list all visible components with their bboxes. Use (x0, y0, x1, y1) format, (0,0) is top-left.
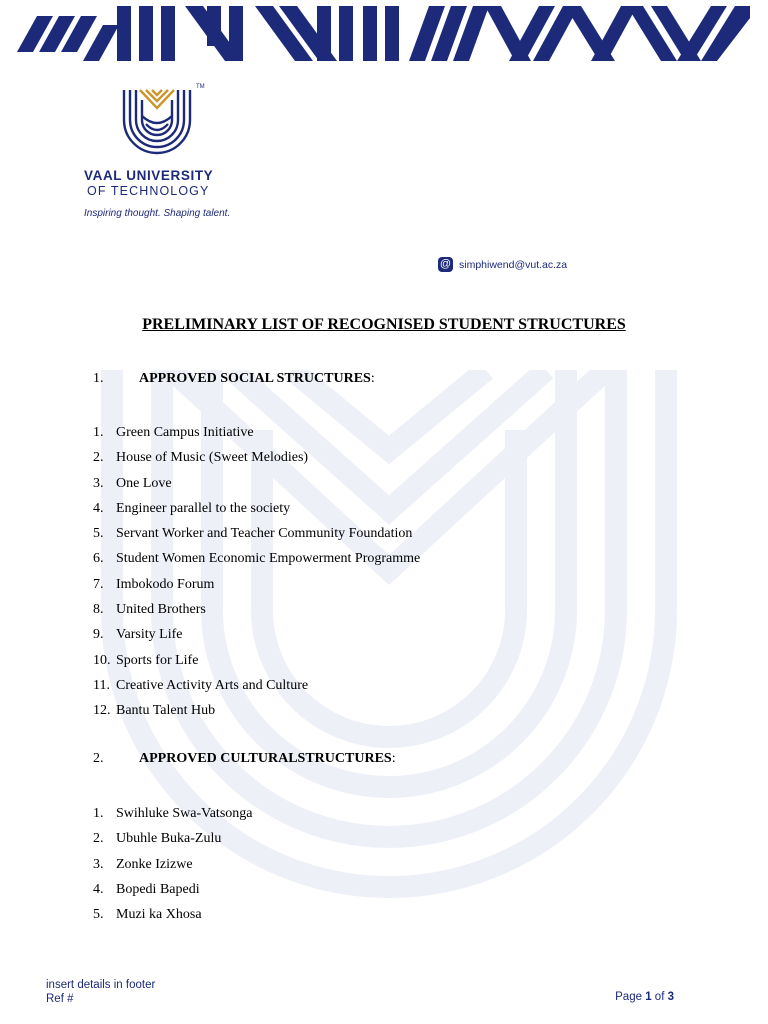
list-item (93, 806, 253, 831)
list-item (93, 831, 253, 856)
university-logo (84, 84, 254, 229)
list-item (93, 551, 420, 576)
list-item (93, 602, 420, 627)
list-item-number: 4. (93, 881, 104, 897)
list-item-text: Ubuhle Buka-Zulu (116, 831, 222, 847)
list-item-number: 12. (93, 703, 111, 719)
list-item (93, 703, 420, 728)
at-icon: @ (439, 258, 452, 270)
list-item (93, 882, 253, 907)
list-item-text: Servant Worker and Teacher Community Foundation (116, 526, 413, 542)
university-name: VAAL UNIVERSITY (84, 168, 214, 183)
list-item-number: 8. (93, 602, 104, 618)
list-item (93, 653, 420, 678)
section-title: APPROVED CULTURALSTRUCTURES (139, 751, 392, 766)
document-title: PRELIMINARY LIST OF RECOGNISED STUDENT STRUCTURES (142, 316, 626, 333)
list-item-text: Swihluke Swa-Vatsonga (116, 806, 253, 821)
vut-shield-icon (120, 86, 194, 158)
footer-ref: Ref # (46, 993, 74, 1005)
list-item-text: Imbokodo Forum (116, 576, 215, 592)
list-item-text: United Brothers (116, 602, 206, 618)
list-item (93, 526, 420, 551)
list-item-number: 1. (93, 425, 104, 440)
list-item-text: Muzi ka Xhosa (116, 907, 202, 923)
list-item-number: 5. (93, 907, 104, 923)
list-item-number: 9. (93, 627, 104, 643)
list-item-text: Bantu Talent Hub (116, 703, 216, 719)
trademark-mark: TM (196, 84, 205, 90)
list-item-text: Green Campus Initiative (116, 425, 254, 440)
list-item-text: Zonke Izizwe (116, 856, 193, 872)
list-item (93, 678, 420, 703)
section-number: 2. (93, 751, 104, 766)
list-item-text: One Love (116, 475, 172, 491)
list-item (93, 425, 420, 450)
section-suffix: : (370, 371, 375, 386)
contact-email (438, 257, 567, 272)
list-item (93, 450, 420, 475)
social-structures-list (93, 425, 420, 729)
list-item-number: 6. (93, 551, 104, 567)
list-item (93, 857, 253, 882)
list-item-number: 5. (93, 526, 104, 542)
page-of: of (654, 991, 665, 1003)
list-item-number: 3. (93, 856, 104, 872)
list-item-text: Sports for Life (116, 652, 199, 668)
list-item-number: 4. (93, 500, 104, 516)
list-item-number: 3. (93, 475, 104, 491)
list-item (93, 476, 420, 501)
university-subtitle: OF TECHNOLOGY (87, 184, 210, 198)
page-label: Page (615, 991, 642, 1003)
list-item-number: 10. (93, 652, 111, 668)
list-item-number: 7. (93, 576, 104, 592)
footer-details (46, 978, 155, 1006)
list-item-number: 11. (93, 677, 110, 693)
footer-details-text: insert details in footer (46, 979, 156, 991)
email-link[interactable]: simphiwend@vut.ac.za (459, 258, 568, 271)
list-item-text: Student Women Economic Empowerment Programme (116, 551, 421, 567)
list-item-number: 1. (93, 806, 104, 821)
page-current: 1 (645, 991, 652, 1003)
list-item-text: House of Music (Sweet Melodies) (116, 450, 309, 466)
section-heading-cultural (93, 751, 396, 767)
list-item-text: Creative Activity Arts and Culture (116, 677, 309, 693)
page-number (615, 991, 674, 1003)
list-item-text: Engineer parallel to the society (116, 500, 291, 516)
list-item (93, 577, 420, 602)
list-item-text: Varsity Life (116, 627, 183, 643)
list-item-text: Bopedi Bapedi (116, 881, 200, 897)
section-heading-social (93, 371, 375, 387)
section-suffix: : (391, 751, 396, 766)
list-item-number: 2. (93, 831, 104, 847)
list-item-number: 2. (93, 450, 104, 466)
page-total: 3 (667, 991, 674, 1003)
cultural-structures-list (93, 806, 253, 932)
list-item (93, 907, 253, 932)
header-pattern-banner (17, 6, 750, 61)
section-title: APPROVED SOCIAL STRUCTURES (139, 371, 371, 386)
list-item (93, 501, 420, 526)
section-number: 1. (93, 371, 104, 386)
university-tagline: Inspiring thought. Shaping talent. (84, 208, 231, 219)
list-item (93, 627, 420, 652)
